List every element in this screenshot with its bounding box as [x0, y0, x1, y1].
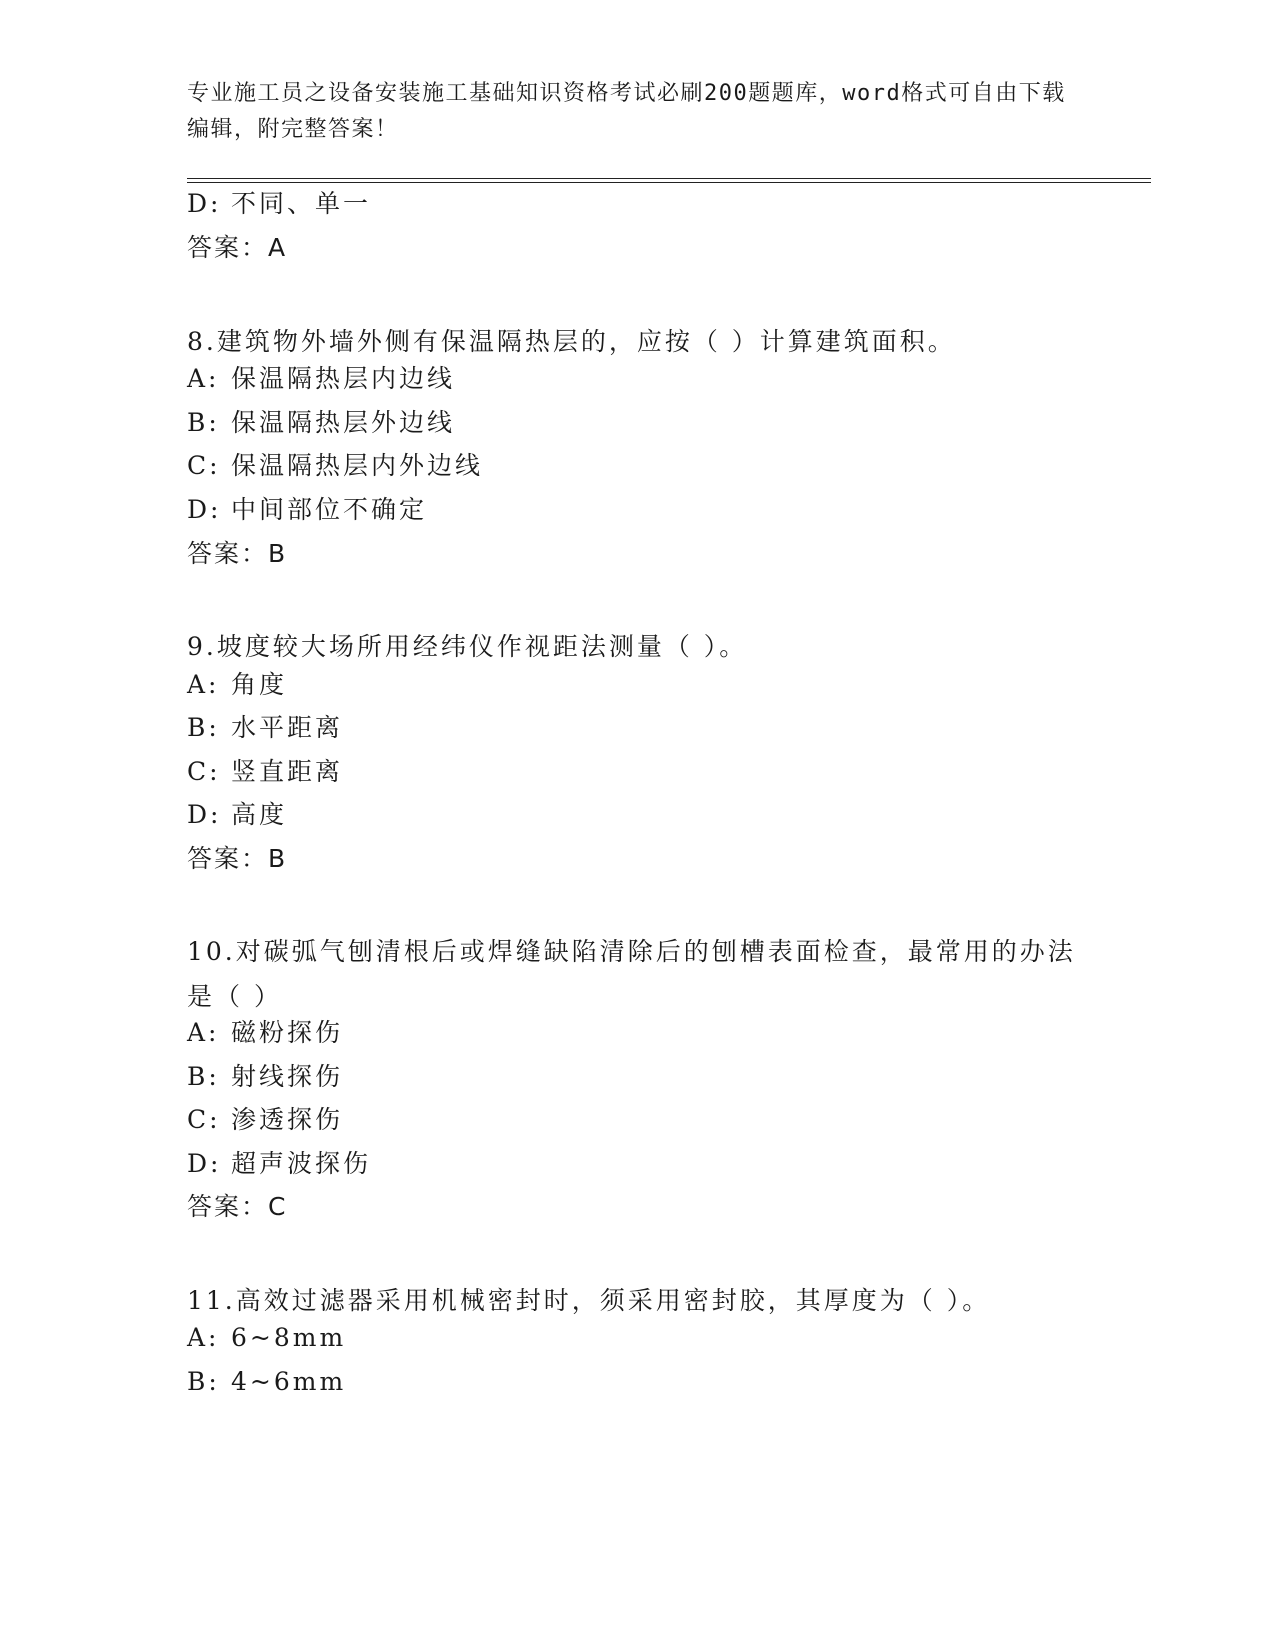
- option-text: 超声波探伤: [231, 1149, 372, 1178]
- option-text: 高度: [231, 800, 288, 829]
- option-text: 磁粉探伤: [231, 1018, 344, 1047]
- question-stem: 11.高效过滤器采用机械密封时，须采用密封胶，其厚度为（ ）。: [187, 1286, 991, 1315]
- option-d: [187, 1147, 371, 1181]
- option-letter: C:: [187, 1105, 221, 1134]
- option-c: [187, 1103, 343, 1137]
- document-header: 专业施工员之设备安装施工基础知识资格考试必刷200题题库，word格式可自由下载编辑，附完整答案！: [187, 81, 1066, 142]
- question-stem: 9.坡度较大场所用经纬仪作视距法测量（ ）。: [187, 632, 748, 661]
- option-a: [187, 1016, 343, 1050]
- option-letter: D:: [187, 1149, 222, 1178]
- option-text: 角度: [231, 670, 288, 699]
- option-letter: A:: [187, 1323, 220, 1352]
- option-letter: D:: [187, 495, 222, 524]
- option-text: 保温隔热层内边线: [231, 364, 456, 393]
- option-text: 水平距离: [231, 713, 344, 742]
- option-letter: C:: [187, 451, 221, 480]
- option-text: 竖直距离: [231, 757, 344, 786]
- option-letter: A:: [187, 670, 220, 699]
- option-c: [187, 449, 483, 483]
- option-text: 保温隔热层内外边线: [231, 451, 484, 480]
- option-text: 保温隔热层外边线: [231, 408, 456, 437]
- answer-line: 答案：B: [187, 539, 288, 568]
- option-b: [187, 406, 455, 440]
- option-letter: D:: [187, 189, 222, 218]
- header-divider: [187, 178, 1151, 183]
- option-text: 渗透探伤: [231, 1105, 344, 1134]
- option-c: [187, 755, 343, 789]
- option-letter: B:: [187, 1367, 220, 1396]
- option-text: 中间部位不确定: [231, 495, 428, 524]
- question-stem: 10.对碳弧气刨清根后或焊缝缺陷清除后的刨槽表面检查，最常用的办法是（ ）: [187, 937, 1076, 1011]
- answer-line: 答案：A: [187, 233, 288, 262]
- question-stem: 8.建筑物外墙外侧有保温隔热层的，应按（ ）计算建筑面积。: [187, 327, 956, 356]
- option-letter: B:: [187, 408, 220, 437]
- option-text: 6~8mm: [231, 1323, 347, 1352]
- option-letter: B:: [187, 713, 220, 742]
- option-letter: C:: [187, 757, 221, 786]
- option-d: [187, 187, 371, 221]
- option-b: [187, 1365, 346, 1399]
- option-letter: A:: [187, 1018, 220, 1047]
- option-letter: D:: [187, 800, 222, 829]
- option-a: [187, 668, 287, 702]
- option-b: [187, 1060, 343, 1094]
- answer-line: 答案：B: [187, 844, 288, 873]
- option-d: [187, 798, 287, 832]
- option-text: 4~6mm: [231, 1367, 347, 1396]
- answer-line: 答案：C: [187, 1192, 288, 1221]
- option-b: [187, 711, 343, 745]
- option-a: [187, 362, 455, 396]
- option-text: 不同、单一: [231, 189, 372, 218]
- option-d: [187, 493, 427, 527]
- option-a: [187, 1321, 346, 1355]
- option-letter: B:: [187, 1062, 220, 1091]
- option-text: 射线探伤: [231, 1062, 344, 1091]
- option-letter: A:: [187, 364, 220, 393]
